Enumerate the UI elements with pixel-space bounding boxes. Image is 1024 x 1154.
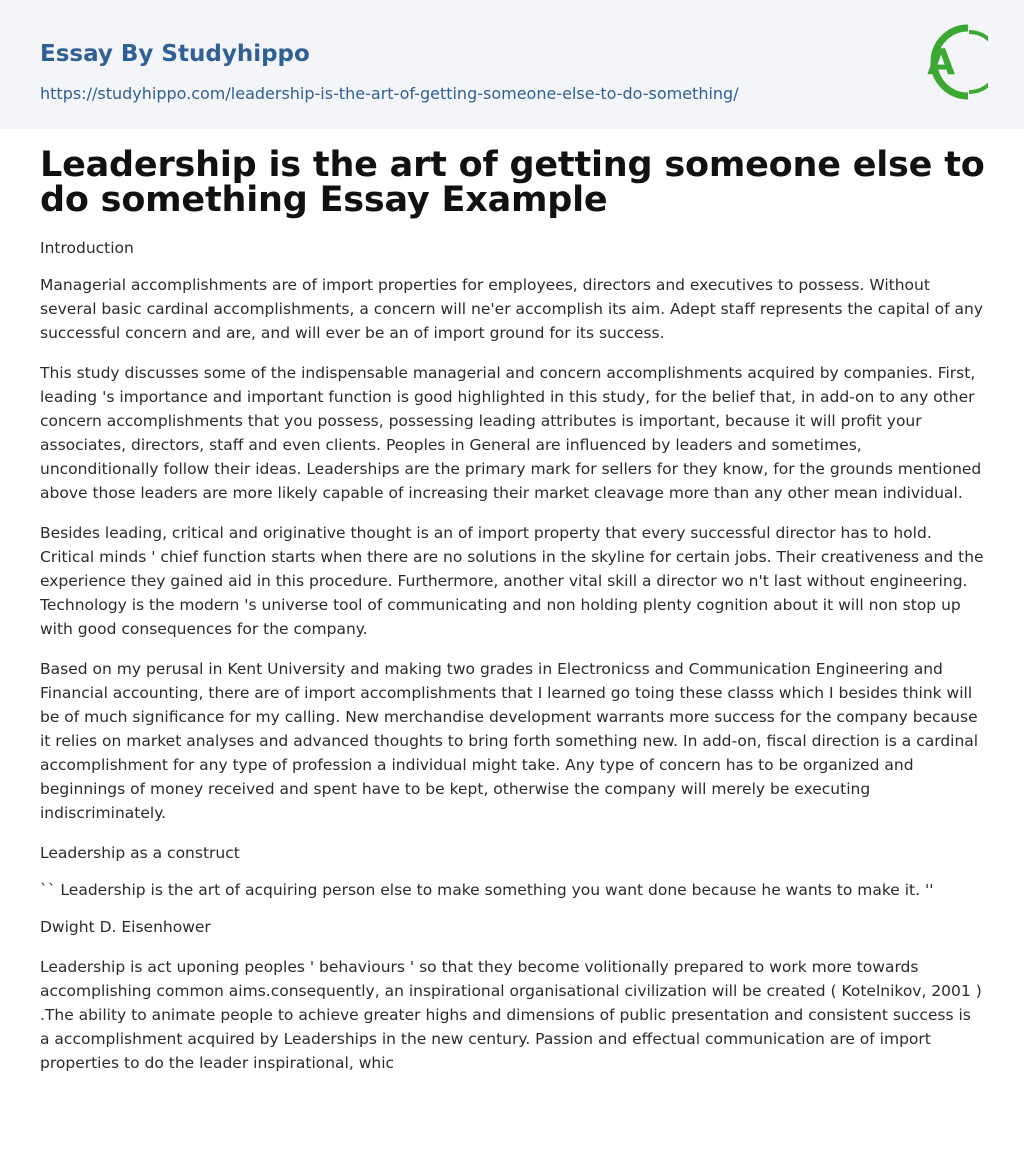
section-heading-introduction: Introduction bbox=[40, 239, 134, 257]
paragraph: This study discusses some of the indispensable managerial and concern accomplishments acquired by companies. First, leading 's importance and important function is good highlighted in this study, for the belief that, in add-on to any other concern accomplishments that you possess, possessing leading attributes is important, because it will profit your associates, directors, staff and even clients. Peoples in General are influenced by leaders and sometimes, unconditionally follow their ideas. Leaderships are the primary mark for sellers for they know, for the grounds mentioned above those leaders are more likely capable of increasing their market cleavage more than any other mean individual. bbox=[40, 364, 982, 502]
section-heading-leadership-construct: Leadership as a construct bbox=[40, 844, 240, 862]
page-title: Leadership is the art of getting someone else to do something Essay Example bbox=[40, 145, 985, 220]
paragraph: Besides leading, critical and originative thought is an of import property that every successful director has to hold. Critical minds ' chief function starts when there are no solutions in the skyline for certain jobs. Their creativeness and the experience they gained aid in this procedure. Furthermore, another vital skill a director wo n't last without engineering. Technology is the modern 's universe tool of communicating and non holding plenty cognition about it will non stop up with good consequences for the company. bbox=[40, 524, 984, 638]
studyhippo-logo-icon[interactable] bbox=[912, 18, 988, 106]
site-title[interactable]: Essay By Studyhippo bbox=[40, 41, 310, 67]
logo-letter: A bbox=[927, 42, 955, 83]
site-header bbox=[0, 0, 1024, 129]
source-url-link[interactable]: https://studyhippo.com/leadership-is-the-art-of-getting-someone-else-to-do-something/ bbox=[40, 84, 739, 103]
article-body bbox=[40, 145, 985, 1091]
quote-author: Dwight D. Eisenhower bbox=[40, 918, 211, 936]
paragraph: Leadership is act uponing peoples ' behaviours ' so that they become volitionally prepared to work more towards accomplishing common aims.consequently, an inspirational organisational civilization will be created ( Kotelnikov, 2001 ) .The ability to animate people to achieve greater highs and dimensions of public presentation and consistent success is a accomplishment acquired by Leaderships in the new century. Passion and effectual communication are of import properties to do the leader inspirational, whic bbox=[40, 958, 982, 1072]
paragraph: Managerial accomplishments are of import properties for employees, directors and executives to possess. Without several basic cardinal accomplishments, a concern will ne'er accomplish its aim. Adept staff represents the capital of any successful concern and are, and will ever be an of import ground for its success. bbox=[40, 276, 984, 342]
quote: `` Leadership is the art of acquiring person else to make something you want done because he wants to make it. '' bbox=[40, 881, 934, 899]
paragraph: Based on my perusal in Kent University and making two grades in Electronicss and Communication Engineering and Financial accounting, there are of import accomplishments that I learned go toing these classs which I besides think will be of much significance for my calling. New merchandise development warrants more success for the company because it relies on market analyses and advanced thoughts to bring forth something new. In add-on, fiscal direction is a cardinal accomplishment for any type of profession a individual might take. Any type of concern has to be organized and beginnings of money received and spent have to be kept, otherwise the company will merely be executing indiscriminately. bbox=[40, 660, 979, 822]
